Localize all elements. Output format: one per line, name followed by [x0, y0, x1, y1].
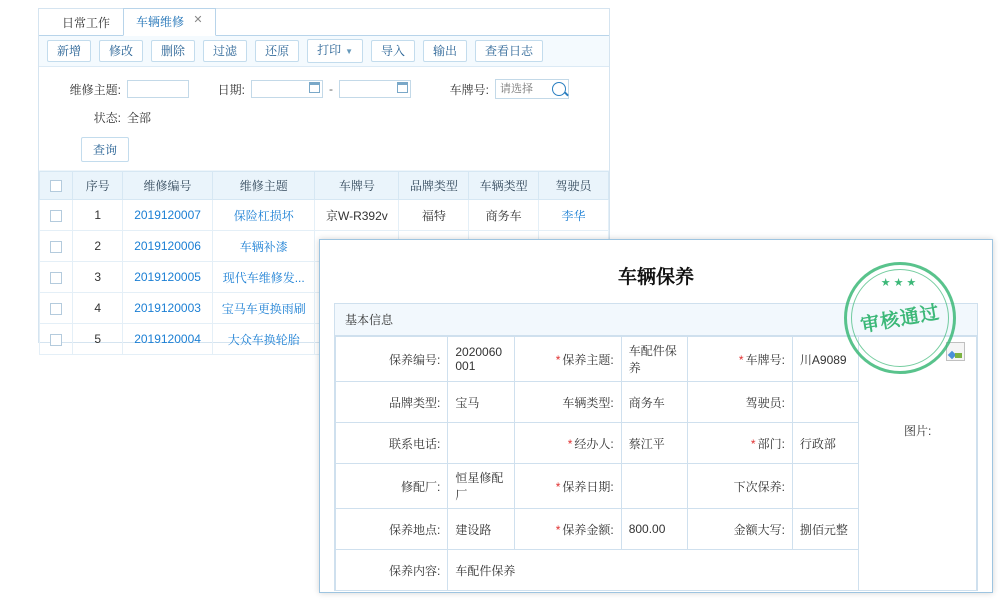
col-brand: 品牌类型	[399, 172, 469, 200]
driver-label: 驾驶员:	[688, 382, 793, 423]
filter-row-1	[39, 75, 609, 103]
maintenance-content-label: 保养内容:	[336, 550, 448, 591]
vehicle-maintenance-detail-window	[319, 239, 993, 593]
label-text: 经办人:	[574, 436, 614, 451]
maintenance-subject-value[interactable]: 车配件保养	[621, 337, 687, 382]
cell-no: 2	[73, 231, 123, 262]
col-subject: 维修主题	[213, 172, 315, 200]
export-button[interactable]	[423, 40, 467, 62]
col-code: 维修编号	[123, 172, 213, 200]
cell-no: 3	[73, 262, 123, 293]
cell-subject[interactable]: 车辆补漆	[213, 231, 315, 262]
state-value[interactable]: 全部	[127, 110, 152, 125]
date-to-input[interactable]	[339, 80, 411, 98]
search-icon[interactable]	[552, 82, 566, 96]
department-label	[688, 423, 793, 464]
label-text: 车牌号:	[745, 352, 785, 367]
tab-label: 车辆维修	[136, 15, 185, 29]
vehicle-type-value[interactable]: 商务车	[621, 382, 687, 423]
print-button[interactable]	[307, 39, 363, 63]
plate-number-label	[688, 337, 793, 382]
label-text: 保养金额:	[562, 522, 614, 537]
maintenance-place-label: 保养地点:	[336, 509, 448, 550]
button-label: 查看日志	[485, 44, 534, 58]
page-title: 车辆保养	[617, 267, 694, 288]
col-no: 序号	[73, 172, 123, 200]
repair-shop-label: 修配厂:	[336, 464, 448, 509]
col-plate: 车牌号	[315, 172, 399, 200]
calendar-icon[interactable]	[397, 82, 408, 93]
query-button[interactable]	[81, 137, 129, 162]
col-driver: 驾驶员	[539, 172, 609, 200]
cell-subject[interactable]: 现代车维修发...	[213, 262, 315, 293]
image-label: 图片:	[903, 424, 932, 438]
cell-subject[interactable]: 保险杠损坏	[213, 200, 315, 231]
handler-label	[514, 423, 621, 464]
plate-number-input[interactable]	[498, 82, 550, 96]
maintenance-place-value[interactable]: 建设路	[448, 509, 514, 550]
label-text: 保养日期:	[562, 479, 614, 494]
maintenance-date-value[interactable]	[621, 464, 687, 509]
contact-phone-label: 联系电话:	[336, 423, 448, 464]
toolbar	[39, 36, 609, 67]
required-marker: *	[738, 352, 744, 367]
image-cell[interactable]	[859, 337, 977, 591]
filter-row-2	[39, 103, 609, 131]
tab-label: 日常工作	[62, 16, 111, 30]
maintenance-amount-label	[514, 509, 621, 550]
edit-button[interactable]	[99, 40, 143, 62]
cell-no: 4	[73, 293, 123, 324]
brand-type-value[interactable]: 宝马	[448, 382, 514, 423]
chevron-down-icon: ▼	[345, 47, 354, 56]
close-icon[interactable]: ✕	[193, 14, 203, 26]
select-all-header[interactable]	[40, 172, 73, 200]
import-button[interactable]	[371, 40, 415, 62]
tab-vehicle-repair[interactable]	[123, 8, 216, 36]
contact-phone-value[interactable]	[448, 423, 514, 464]
cell-no: 5	[73, 324, 123, 355]
maintenance-content-value[interactable]: 车配件保养	[448, 550, 859, 591]
cell-brand: 福特	[399, 200, 469, 231]
checkbox-icon[interactable]	[50, 272, 62, 284]
stamp-text: 审核通过	[859, 302, 942, 337]
col-vehicle-type: 车辆类型	[469, 172, 539, 200]
checkbox-icon[interactable]	[50, 180, 62, 192]
cell-code[interactable]: 2019120005	[123, 262, 213, 293]
vehicle-type-label: 车辆类型:	[514, 382, 621, 423]
maintenance-amount-value[interactable]: 800.00	[621, 509, 687, 550]
button-label: 还原	[265, 44, 290, 58]
button-label: 修改	[109, 44, 134, 58]
maintenance-code-label: 保养编号:	[336, 337, 448, 382]
calendar-icon[interactable]	[309, 82, 320, 93]
plate-number-field[interactable]	[495, 79, 569, 99]
section-title: 基本信息	[335, 304, 977, 336]
row-checkbox-cell[interactable]	[40, 200, 73, 231]
cell-driver[interactable]: 李华	[539, 200, 609, 231]
tab-daily-work[interactable]	[49, 9, 123, 36]
button-label: 删除	[161, 44, 186, 58]
label-text: 部门:	[757, 436, 785, 451]
table-row[interactable]	[40, 200, 609, 231]
repair-subject-label: 维修主题:	[69, 82, 121, 97]
required-marker: *	[555, 479, 561, 494]
broken-image-icon	[946, 342, 965, 361]
amount-words-label: 金额大写:	[688, 509, 793, 550]
table-header-row	[40, 172, 609, 200]
button-label: 打印	[317, 43, 342, 57]
cell-no: 1	[73, 200, 123, 231]
filter-button[interactable]	[203, 40, 247, 62]
basic-info-section	[334, 303, 978, 591]
cell-code[interactable]: 2019120007	[123, 200, 213, 231]
date-from-input[interactable]	[251, 80, 323, 98]
repair-shop-value[interactable]: 恒星修配厂	[448, 464, 514, 509]
button-label: 过滤	[213, 44, 238, 58]
next-maintenance-value[interactable]	[792, 464, 858, 509]
repair-subject-input[interactable]	[127, 80, 189, 98]
maintenance-subject-label	[514, 337, 621, 382]
department-value[interactable]: 行政部	[792, 423, 858, 464]
cell-code[interactable]: 2019120003	[123, 293, 213, 324]
driver-value[interactable]	[792, 382, 858, 423]
cell-code[interactable]: 2019120006	[123, 231, 213, 262]
plate-number-label: 车牌号:	[449, 82, 489, 97]
button-label: 查询	[93, 143, 118, 157]
cell-vehicle-type: 商务车	[469, 200, 539, 231]
filter-panel	[39, 67, 609, 171]
required-marker: *	[567, 436, 573, 451]
checkbox-icon[interactable]	[50, 241, 62, 253]
form-row-1	[336, 337, 977, 382]
tab-bar	[39, 9, 609, 36]
cell-plate: 京W-R392v	[315, 200, 399, 231]
button-label: 输出	[433, 44, 458, 58]
handler-value[interactable]: 蔡江平	[621, 423, 687, 464]
checkbox-icon[interactable]	[50, 303, 62, 315]
next-maintenance-label: 下次保养:	[688, 464, 793, 509]
button-label: 新增	[57, 44, 82, 58]
row-checkbox-cell[interactable]	[40, 293, 73, 324]
date-label: 日期:	[217, 82, 245, 97]
date-separator: -	[329, 82, 333, 96]
brand-type-label: 品牌类型:	[336, 382, 448, 423]
restore-button[interactable]	[255, 40, 299, 62]
add-button[interactable]	[47, 40, 91, 62]
checkbox-icon[interactable]	[50, 210, 62, 222]
maintenance-form-table	[335, 336, 977, 591]
cell-subject[interactable]: 大众车换轮胎	[213, 324, 315, 355]
checkbox-icon[interactable]	[50, 334, 62, 346]
state-label: 状态:	[93, 110, 121, 125]
required-marker: *	[555, 352, 561, 367]
delete-button[interactable]	[151, 40, 195, 62]
maintenance-code-value[interactable]: 2020060001	[448, 337, 514, 382]
maintenance-date-label	[514, 464, 621, 509]
required-marker: *	[750, 436, 756, 451]
row-checkbox-cell[interactable]	[40, 231, 73, 262]
stamp-stars: ★★★	[880, 277, 920, 289]
button-label: 导入	[381, 44, 406, 58]
row-checkbox-cell[interactable]	[40, 262, 73, 293]
label-text: 保养主题:	[562, 352, 614, 367]
cell-subject[interactable]: 宝马车更换雨刷	[213, 293, 315, 324]
row-checkbox-cell[interactable]	[40, 324, 73, 355]
amount-words-value[interactable]: 捌佰元整	[792, 509, 858, 550]
required-marker: *	[555, 522, 561, 537]
view-log-button[interactable]	[475, 40, 543, 62]
plate-number-value[interactable]: 川A9089	[792, 337, 858, 382]
cell-code[interactable]: 2019120004	[123, 324, 213, 355]
